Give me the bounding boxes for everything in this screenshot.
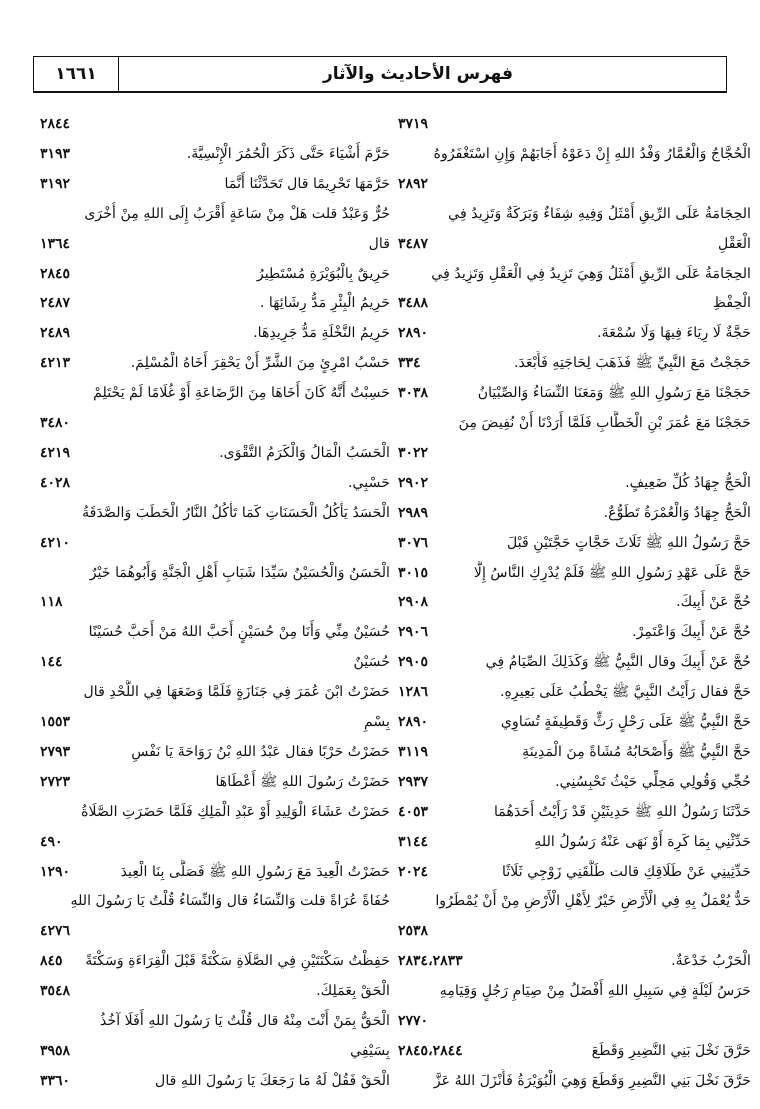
index-entry	[40, 262, 390, 286]
index-entry	[398, 680, 751, 704]
entry-number: ٢٩٣٧	[398, 773, 429, 790]
entry-text: الْحَسَدُ يَأْكُلُ الْحَسَنَاتِ كَمَا تَأْكُلُ النَّارُ الْحَطَبَ وَالصَّدَقَةُ	[82, 504, 390, 521]
entry-text: الحِجَامَةُ عَلَى الرِّيقِ أَمْثَلُ وَفِيهِ شِفَاءٌ وَبَرَكَةٌ وَتَزِيدُ فِي	[448, 205, 751, 222]
index-entry	[398, 411, 751, 435]
entry-text: حَرَّمَ أَشْيَاءَ حَتَّى ذَكَرَ الْحُمُرَ الْإِنْسِيَّةَ.	[186, 145, 390, 162]
index-entry	[398, 262, 751, 286]
entry-number: ٣٧١٩	[398, 116, 429, 132]
index-entry	[40, 740, 390, 764]
entry-number: ٤٢٧٦	[40, 923, 71, 940]
index-entry	[398, 830, 751, 854]
index-entry	[40, 531, 390, 555]
index-entry	[398, 919, 751, 943]
entry-number: ٣٤٨٨	[398, 295, 429, 312]
entry-text: حَفِظْتُ سَكْتَتَيْنِ فِي الصَّلَاةِ سَكْتَةً قَبْلَ الْقِرَاءَةِ وَسَكْتَةً	[85, 953, 390, 970]
index-entry	[40, 471, 390, 495]
entry-number: ٢٧٢٣	[40, 773, 71, 790]
entry-number: ١٣٦٤	[40, 235, 71, 252]
entry-text: حَدِّثْنِي بِمَا كَرِهَ أَوْ نَهَى عَنْهُ رَسُولُ اللهِ	[534, 833, 751, 850]
entry-number: ٢٧٩٣	[40, 743, 71, 760]
entry-number: ٣١٩٣	[40, 145, 71, 162]
entry-number: ٣٠٧٦	[398, 534, 429, 551]
index-entry	[40, 411, 390, 435]
entry-number: ٢٥٣٨	[398, 923, 429, 940]
entry-text: حُسَيْنٌ	[353, 654, 390, 671]
left-column	[40, 112, 390, 1092]
entry-text: قال	[368, 235, 390, 252]
entry-text: حَرَّقَ نَخْلَ بَنِي النَّضِيرِ وَقَطَعَ وَهِيَ الْبُوَيْرَةُ فَأَنْزَلَ اللهُ عَزَّ	[433, 1072, 751, 1089]
entry-text: حُفَاةً عُرَاةً قلت وَالنِّسَاءُ قال وَالنِّسَاءُ قُلْتُ يَا رَسُولَ اللهِ	[70, 893, 390, 910]
index-entry	[40, 112, 390, 136]
index-entry	[398, 770, 751, 794]
entry-number: ١٤٤	[40, 654, 63, 671]
entry-text: حَدٌّ يُعْمَلُ بِهِ فِي الْأَرْضِ خَيْرٌ لِأَهْلِ الْأَرْضِ مِنْ أَنْ يُمْطَرُوا	[435, 893, 751, 910]
entry-text: حُجَّ عَنْ أَبِيكَ وقال النَّبِيُّ ﷺ وَكَذَلِكَ الصِّيَامُ فِي	[485, 654, 751, 671]
index-entry	[398, 949, 751, 973]
index-entry	[398, 800, 751, 824]
index-entry	[40, 381, 390, 405]
entry-number: ٢٤٨٧	[40, 295, 71, 312]
entry-number: ٣٣٤	[398, 355, 421, 372]
index-entry	[398, 381, 751, 405]
entry-number: ٢٩٠٥	[398, 654, 429, 671]
entry-text: حَرِيقٌ بِالْبُوَيْرَةِ مُسْتَطِيرُ	[256, 265, 390, 282]
entry-number: ٣٩٥٨	[40, 1042, 71, 1059]
entry-text: حَجَّ عَلَى عَهْدِ رَسُولِ اللهِ ﷺ فَلَمْ يُدْرِكِ النَّاسُ إِلَّا	[473, 564, 751, 581]
entry-text: حَرَّمَهَا تَحْرِيمًا قال تَحَدَّثْنَا أَنَّمَا	[224, 175, 390, 192]
index-entry	[398, 501, 751, 525]
index-entry	[398, 351, 751, 375]
index-entry	[398, 441, 751, 465]
entry-text: حَضَرْتُ الْعِيدَ مَعَ رَسُولِ اللهِ ﷺ فَصَلَّى بِنَا الْعِيدَ	[120, 863, 390, 880]
index-entry	[398, 321, 751, 345]
entry-number: ٢٨٤٥	[40, 265, 71, 282]
index-entry	[40, 800, 390, 824]
index-entry	[398, 531, 751, 555]
entry-number: ٤٢١٣	[40, 355, 71, 372]
right-column	[398, 112, 751, 1092]
index-entry	[398, 740, 751, 764]
entry-text: الحِجَامَةُ عَلَى الرِّيقِ أَمْثَلُ وَهِيَ تَزِيدُ فِي الْعَقْلِ وَتَزِيدُ فِي	[431, 265, 751, 282]
index-entry	[40, 172, 390, 196]
entry-text: حَجَّ فقال رَأَيْتُ النَّبِيَّ ﷺ يَخْطُبُ عَلَى بَعِيرِهِ.	[499, 684, 751, 701]
entry-number: ٢٨٩٠	[398, 325, 429, 342]
entry-text: حَجَّ رَسُولُ اللهِ ﷺ ثَلَاثَ حَجَّاتٍ حَجَّتَيْنِ قَبْلَ	[506, 534, 751, 551]
index-entry	[40, 770, 390, 794]
entry-text: حَجَجْتُ مَعَ النَّبِيِّ ﷺ فَذَهَبَ لِحَاجَتِهِ فَأَبْعَدَ.	[514, 355, 751, 372]
index-entry	[398, 860, 751, 884]
entry-number: ٣٣٦٠	[40, 1072, 71, 1089]
entry-text: الْحَرْبُ خَدْعَةٌ.	[671, 953, 751, 970]
entry-number: ١٥٥٣	[40, 714, 71, 730]
entry-number: ٢٩٠٦	[398, 624, 429, 641]
index-entry	[40, 351, 390, 375]
entry-text: حَسِبْتُ أَنَّهُ كَانَ أَخَاهَا مِنَ الرَّضَاعَةِ أَوْ غُلَامًا لَمْ يَحْتَلِمْ	[93, 385, 390, 402]
entry-text: الْحَجُّ جِهَادُ كُلِّ ضَعِيفٍ.	[625, 474, 751, 491]
index-entry	[398, 471, 751, 495]
entry-text: حَضَرْتُ حَرْبًا فقال عَبْدُ اللهِ بْنُ رَوَاحَةَ يَا نَفْسِ	[131, 743, 390, 760]
entry-number: ١٢٩٠	[40, 863, 71, 880]
entry-number: ٢٨٩٠	[398, 714, 429, 730]
index-entry	[398, 1009, 751, 1033]
index-entry	[398, 172, 751, 196]
entry-number: ٤٩٠	[40, 833, 63, 850]
entry-text: حَدَّثَنَا رَسُولُ اللهِ ﷺ حَدِيثَيْنِ قَدْ رَأَيْتُ أَحَدَهُمَا	[493, 803, 751, 820]
entry-text: حُجِّي وَقُولِي مَحِلِّي حَيْثُ تَحْبِسُنِي.	[555, 773, 751, 790]
index-entry	[40, 949, 390, 973]
index-entry	[40, 860, 390, 884]
entry-number: ٢٨٣٤،٢٨٣٣	[398, 953, 463, 970]
index-entry	[398, 232, 751, 256]
index-entry	[40, 979, 390, 1003]
index-entry	[398, 710, 751, 734]
entry-number: ٤٢١٩	[40, 444, 71, 461]
index-entry	[398, 142, 751, 166]
index-entry	[40, 291, 390, 315]
index-entry	[40, 710, 390, 734]
page-header	[33, 56, 727, 93]
entry-text: الْحَقْ فَقُلْ لَهُ مَا رَجَعَكَ يَا رَسُولَ اللهِ قال	[155, 1072, 390, 1089]
entry-text: حَسْبِي.	[347, 474, 390, 491]
entry-number: ٣٠٢٢	[398, 444, 429, 461]
index-entry	[40, 830, 390, 854]
entry-number: ٣١٩٢	[40, 175, 71, 192]
entry-number: ٢٩٠٨	[398, 594, 429, 611]
entry-number: ٣٤٨٠	[40, 415, 71, 431]
index-entry	[398, 620, 751, 644]
entry-text: حَجَّةٌ لَا رِيَاءَ فِيهَا وَلَا سُمْعَةَ.	[597, 325, 751, 342]
entry-text: الْحُجَّاجُ وَالْعُمَّارُ وَفْدُ اللهِ إِنْ دَعَوْهُ أَجَابَهُمْ وَإِنِ اسْتَغْفَرُوهُ	[433, 145, 751, 162]
entry-number: ٢٩٨٩	[398, 504, 429, 521]
entry-text: الْحِفْظِ	[712, 295, 751, 312]
index-entry	[40, 650, 390, 674]
entry-number: ٤٢١٠	[40, 534, 71, 551]
entry-text: حَجَّ النَّبِيُّ ﷺ عَلَى رَحْلٍ رَثٍّ وَقَطِيفَةٍ تُسَاوِي	[500, 714, 751, 730]
entry-number: ٣٤٨٧	[398, 235, 429, 252]
entry-number: ٣٠٣٨	[398, 385, 429, 402]
entry-text: حَضَرْتُ رَسُولَ اللهِ ﷺ أَعْطَاهَا	[215, 773, 390, 790]
entry-text: الْحَسَبُ الْمَالُ وَالْكَرَمُ التَّقْوَى.	[219, 444, 390, 461]
index-entry	[40, 919, 390, 943]
index-entry	[398, 590, 751, 614]
entry-text: حَجَّ النَّبِيُّ ﷺ وَأَصْحَابُهُ مُشَاةً مِنَ الْمَدِينَةِ	[522, 743, 751, 760]
entry-number: ٤٠٢٨	[40, 474, 71, 491]
entry-number: ٢٠٢٤	[398, 863, 429, 880]
entry-text: حَرِيمُ الْبِئْرِ مَدُّ رِشَائِهَا .	[259, 295, 390, 312]
index-entry	[398, 650, 751, 674]
index-entry	[398, 291, 751, 315]
entry-number: ٢٨٤٤	[40, 116, 71, 132]
entry-text: حُجَّ عَنْ أَبِيكَ وَاعْتَمِرْ.	[632, 624, 751, 641]
entry-text: حُسَيْنٌ مِنِّي وَأَنَا مِنْ حُسَيْنٍ أَحَبَّ اللهُ مَنْ أَحَبَّ حُسَيْنًا	[88, 624, 390, 641]
entry-text: الْحَقْ بِعَمَلِكَ.	[316, 983, 390, 1000]
index-entry	[40, 620, 390, 644]
entry-text: الْعَقْلِ	[717, 235, 751, 252]
entry-text: بِسْمِ	[363, 714, 390, 730]
page-number: ١٦٦١	[34, 57, 119, 91]
entry-text: الْحَسَنُ وَالْحُسَيْنُ سَيِّدَا شَبَابِ أَهْلِ الْجَنَّةِ وَأَبُوهُمَا خَيْرٌ	[89, 564, 390, 581]
entry-text: حَجَجْنَا مَعَ رَسُولِ اللهِ ﷺ وَمَعَنَا النِّسَاءُ وَالصِّبْيَانُ	[477, 385, 751, 402]
entry-text: الْحَجُّ جِهَادٌ وَالْعُمْرَةُ تَطَوُّعٌ.	[603, 504, 751, 521]
entry-text: حُرٌّ وَعَبْدٌ قلت هَلْ مِنْ سَاعَةٍ أَقْرَبُ إِلَى اللهِ مِنْ أُخْرَى	[84, 205, 390, 222]
entry-number: ٢٤٨٩	[40, 325, 71, 342]
entry-text: حَرِيمُ النَّخْلَةِ مَدُّ جَرِيدِهَا.	[253, 325, 390, 342]
entry-text: حَضَرْتُ ابْنَ عُمَرَ فِي جَنَازَةٍ فَلَمَّا وَضَعَهَا فِي اللَّحْدِ قال	[83, 684, 390, 701]
entry-number: ٢٩٠٢	[398, 474, 429, 491]
index-entry	[398, 561, 751, 585]
index-entry	[40, 441, 390, 465]
index-entry	[40, 501, 390, 525]
entry-text: حَدِّثِينِي عَنْ طَلَاقِكِ قالت طَلَّقَنِي زَوْجِي ثَلَاثًا	[502, 863, 751, 880]
entry-text: حَجَجْنَا مَعَ عُمَرَ بْنِ الْخَطَّابِ فَلَمَّا أَرَدْنَا أَنْ نُفِيضَ مِنَ	[458, 415, 751, 431]
entry-number: ٣٠١٥	[398, 564, 429, 581]
index-entry	[40, 202, 390, 226]
entry-text: بِسَيْفِي	[350, 1042, 390, 1059]
index-entry	[40, 321, 390, 345]
entry-number: ٢٨٤٥،٢٨٤٤	[398, 1042, 463, 1059]
entry-text: حَرَسُ لَيْلَةٍ فِي سَبِيلِ اللهِ أَفْضَلُ مِنْ صِيَامِ رَجُلٍ وَقِيَامِهِ	[439, 983, 751, 1000]
entry-number: ٣١٤٤	[398, 833, 429, 850]
entry-number: ٣١١٩	[398, 743, 429, 760]
entry-number: ٤٠٥٣	[398, 803, 429, 820]
entry-number: ١٢٨٦	[398, 684, 429, 701]
index-entry	[40, 1069, 390, 1093]
index-entry	[40, 590, 390, 614]
index-entry	[398, 112, 751, 136]
index-entry	[40, 1039, 390, 1063]
entry-number: ٨٤٥	[40, 953, 63, 970]
index-entry	[40, 142, 390, 166]
index-entry	[398, 979, 751, 1003]
index-entry	[40, 561, 390, 585]
index-entry	[40, 232, 390, 256]
index-entry	[40, 680, 390, 704]
page-title: فهرس الأحاديث والآثار	[322, 64, 514, 84]
index-entry	[398, 889, 751, 913]
entry-text: حَرَّقَ نَخْلَ بَنِي النَّضِيرِ وَقَطَعَ	[591, 1042, 751, 1059]
entry-text: حُجَّ عَنْ أَبِيكَ.	[676, 594, 751, 611]
entry-number: ٣٥٤٨	[40, 983, 71, 1000]
index-entry	[40, 889, 390, 913]
entry-text: حَضَرْتُ عَشَاءَ الْوَلِيدِ أَوْ عَبْدِ الْمَلِكِ فَلَمَّا حَضَرَتِ الصَّلَاةُ	[81, 803, 390, 820]
entry-number: ٢٧٧٠	[398, 1013, 429, 1029]
index-entry	[398, 202, 751, 226]
index-entry	[398, 1069, 751, 1093]
entry-number: ١١٨	[40, 594, 63, 611]
entry-text: حَسْبُ امْرِئٍ مِنَ الشَّرِّ أَنْ يَحْقِرَ أَخَاهُ الْمُسْلِمَ.	[130, 355, 390, 372]
entry-text: الْحَقُّ بِمَنْ أَنْتَ مِنْهُ قال قُلْتُ يَا رَسُولَ اللهِ أَفَلَا آخُذُ	[100, 1013, 390, 1029]
index-entry	[40, 1009, 390, 1033]
index-entry	[398, 1039, 751, 1063]
entry-number: ٢٨٩٢	[398, 175, 429, 192]
